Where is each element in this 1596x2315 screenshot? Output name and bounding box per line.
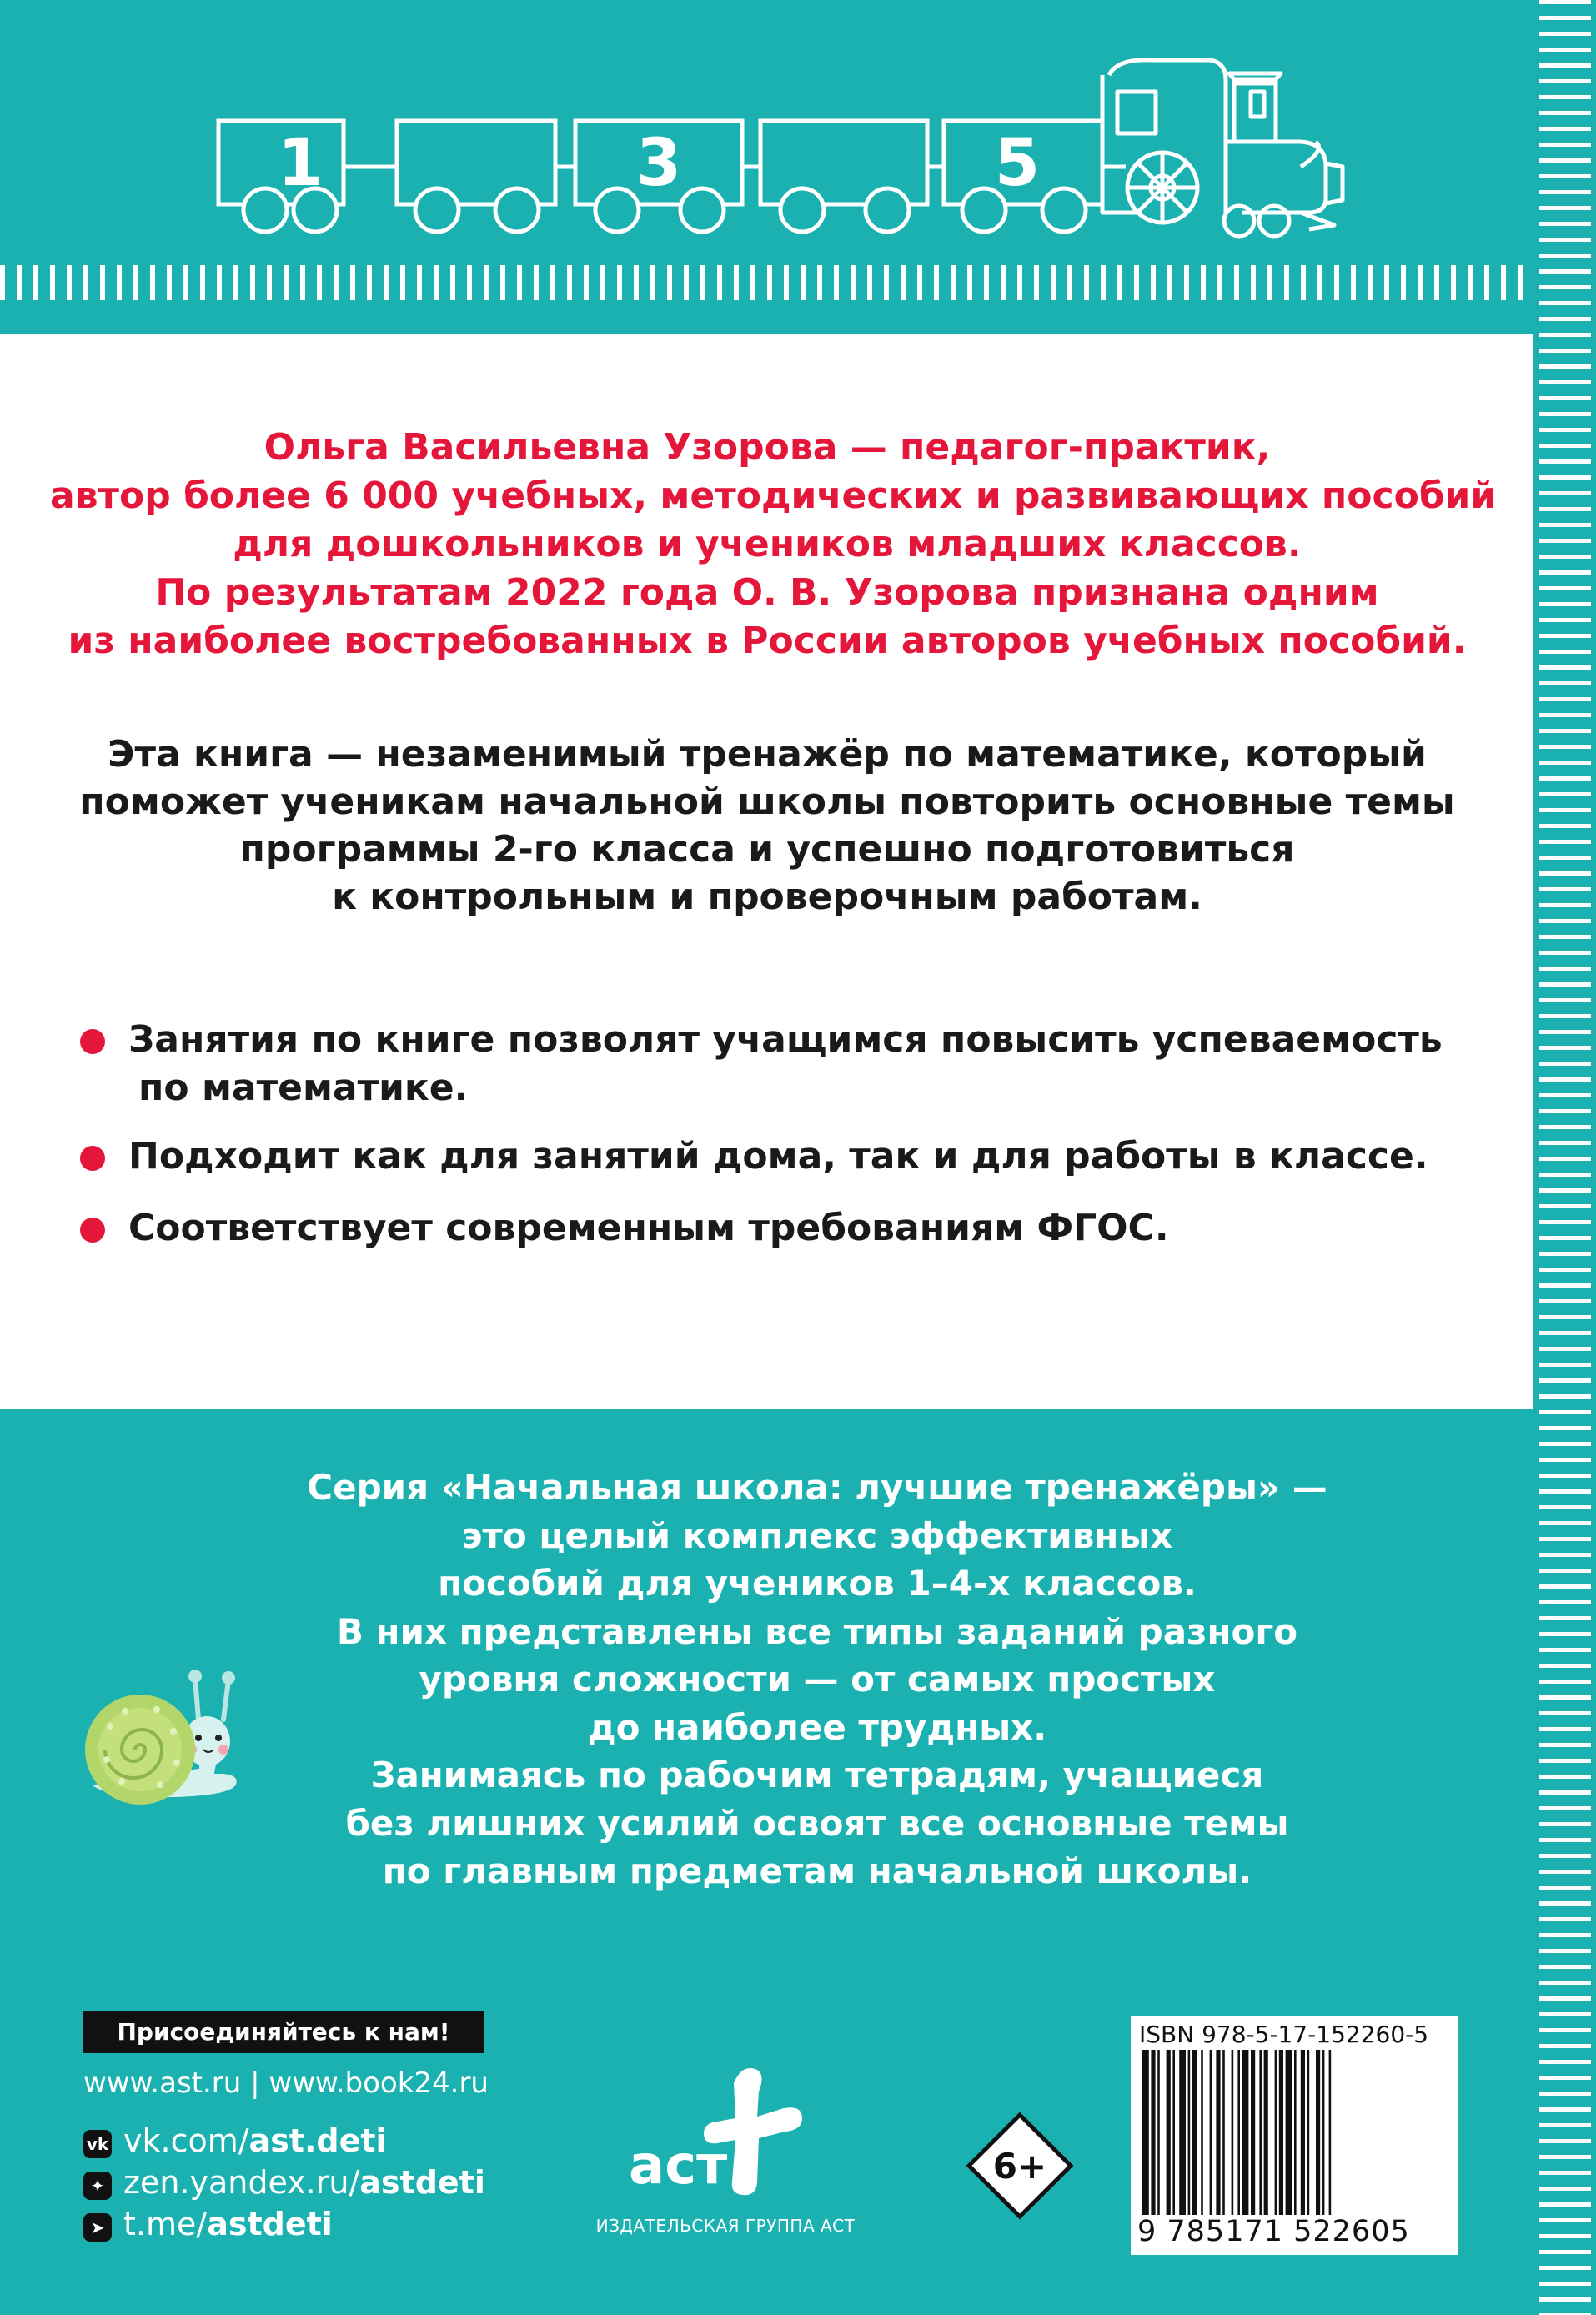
bullet-text: Занятия по книге позволят учащимся повысить успеваемость xyxy=(128,1018,1443,1061)
social-handle: astdeti xyxy=(207,2206,333,2242)
barcode-bar xyxy=(1210,2050,1212,2215)
vk-icon: vk xyxy=(83,2130,112,2158)
social-link-telegram[interactable] xyxy=(83,2205,333,2243)
social-prefix: zen.yandex.ru/ xyxy=(123,2164,360,2201)
barcode-bar xyxy=(1275,2050,1277,2215)
barcode-bar xyxy=(1216,2050,1220,2215)
description-line: Эта книга — незаменимый тренажёр по математике, который xyxy=(108,733,1427,776)
author-bio xyxy=(50,424,1497,665)
social-link-vk[interactable] xyxy=(83,2122,387,2160)
barcode-bar xyxy=(1316,2050,1320,2215)
wagon-number-5: 5 xyxy=(994,126,1041,201)
book-description xyxy=(50,731,1484,921)
series-line: В них представлены все типы заданий разного xyxy=(336,1610,1298,1652)
barcode-bar xyxy=(1188,2050,1191,2215)
zen-icon: ✦ xyxy=(83,2172,112,2200)
join-us-label: Присоединяйтесь к нам! xyxy=(83,2011,484,2053)
age-rating-text: 6+ xyxy=(992,2146,1047,2187)
social-link-zen[interactable] xyxy=(83,2163,485,2202)
barcode-bar xyxy=(1279,2050,1283,2215)
bullet-item xyxy=(80,1204,1498,1254)
barcode-bar xyxy=(1192,2050,1197,2215)
logo-text: аст xyxy=(629,2135,728,2197)
barcode-bar xyxy=(1286,2050,1292,2215)
description-line: поможет ученикам начальной школы повторить основные темы xyxy=(79,781,1455,823)
barcode-bar xyxy=(1251,2050,1255,2215)
wheel xyxy=(495,188,539,232)
ruler-ticks xyxy=(0,265,1533,300)
wheel xyxy=(780,188,824,232)
barcode-bar xyxy=(1259,2050,1262,2215)
barcode-bar xyxy=(1179,2050,1186,2215)
barcode-bar xyxy=(1242,2050,1249,2215)
barcode-bar xyxy=(1151,2050,1155,2215)
series-description xyxy=(150,1464,1484,1896)
website-links[interactable]: www.ast.ru | www.book24.ru xyxy=(83,2066,489,2100)
wheel xyxy=(1042,188,1086,232)
top-banner xyxy=(0,0,1533,334)
wheel xyxy=(866,188,909,232)
barcode-bar xyxy=(1329,2050,1332,2215)
wagon-number-3: 3 xyxy=(635,126,682,201)
spine-lines xyxy=(1539,0,1591,2315)
author-line: для дошкольников и учеников младших классов. xyxy=(233,523,1302,565)
series-line: пособий для учеников 1–4-х классов. xyxy=(438,1563,1197,1604)
bullet-text: Соответствует современным требованиям ФГОС. xyxy=(128,1207,1169,1249)
barcode-bar xyxy=(1294,2050,1297,2215)
barcode-digits: 9 785171 522605 xyxy=(1137,2215,1410,2248)
locomotive xyxy=(1102,60,1343,236)
publisher-name: ИЗДАТЕЛЬСКАЯ ГРУППА АСТ xyxy=(595,2216,856,2236)
isbn-number: ISBN 978-5-17-152260-5 xyxy=(1139,2021,1429,2048)
wagon-number-1: 1 xyxy=(277,126,324,201)
description-line: к контрольным и проверочным работам. xyxy=(332,876,1202,918)
series-line: это целый комплекс эффективных xyxy=(461,1514,1173,1556)
series-line: без лишних усилий освоят все основные темы xyxy=(345,1802,1289,1844)
author-line: Ольга Васильевна Узорова — педагог-практик, xyxy=(263,426,1271,469)
barcode-bar xyxy=(1201,2050,1203,2215)
author-line: из наиболее востребованных в России авторов учебных пособий. xyxy=(68,620,1467,662)
telegram-icon: ➤ xyxy=(83,2213,112,2242)
barcode-bar xyxy=(1322,2050,1325,2215)
bullet-text: Подходит как для занятий дома, так и для работы в классе. xyxy=(128,1135,1428,1178)
social-handle: astdeti xyxy=(359,2164,485,2201)
social-prefix: vk.com/ xyxy=(123,2122,249,2159)
barcode-bar xyxy=(1222,2050,1225,2215)
description-line: программы 2-го класса и успешно подготовиться xyxy=(239,828,1295,871)
bullet-dot-icon xyxy=(80,1029,105,1054)
snail-icon xyxy=(73,1660,253,1810)
author-line: автор более 6 000 учебных, методических и развивающих пособий xyxy=(50,475,1497,517)
barcode-bar xyxy=(1142,2050,1149,2215)
series-line: Серия «Начальная школа: лучшие тренажёры» — xyxy=(307,1467,1327,1508)
series-line: до наиболее трудных. xyxy=(587,1706,1047,1748)
barcode-bar xyxy=(1232,2050,1234,2215)
wheel xyxy=(415,188,459,232)
barcode-bar xyxy=(1167,2050,1171,2215)
social-prefix: t.me/ xyxy=(123,2206,208,2242)
series-line: уровня сложности — от самых простых xyxy=(419,1659,1216,1700)
series-line: Занимаясь по рабочим тетрадям, учащиеся xyxy=(370,1755,1264,1795)
ast-logo xyxy=(617,2058,834,2200)
age-rating-badge xyxy=(966,2112,1074,2220)
series-line: по главным предметам начальной школы. xyxy=(382,1850,1252,1891)
barcode-bar xyxy=(1237,2050,1240,2215)
barcode-bar xyxy=(1172,2050,1175,2215)
wheel xyxy=(680,188,724,232)
wheel xyxy=(595,188,639,232)
bullet-item xyxy=(80,1132,1498,1183)
barcode-bar xyxy=(1301,2050,1305,2215)
bullet-text-continued: по математике. xyxy=(138,1067,469,1109)
train-illustration xyxy=(0,0,1533,267)
barcode-bar xyxy=(1157,2050,1160,2215)
bullet-dot-icon xyxy=(80,1218,105,1243)
bullet-dot-icon xyxy=(80,1146,105,1171)
social-handle: ast.deti xyxy=(248,2122,387,2159)
bullet-item xyxy=(80,1016,1498,1116)
spine-edge xyxy=(1533,0,1596,2315)
barcode-bar xyxy=(1307,2050,1310,2215)
barcode-icon xyxy=(1137,2050,1451,2222)
barcode-bar xyxy=(1264,2050,1268,2215)
author-line: По результатам 2022 года О. В. Узорова признана одним xyxy=(155,571,1379,614)
